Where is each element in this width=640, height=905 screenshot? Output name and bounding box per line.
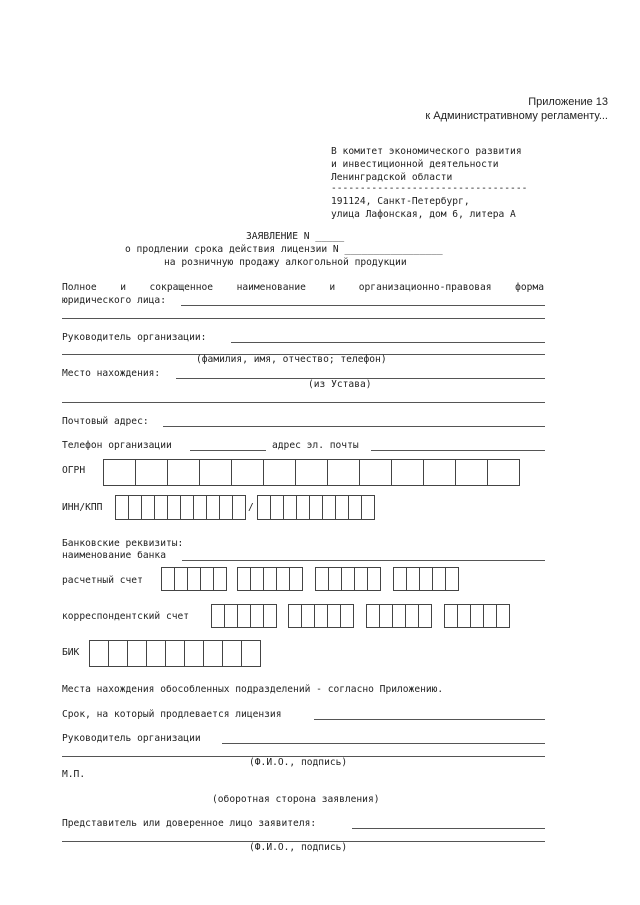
ogrn-cell[interactable]: [423, 459, 456, 486]
kpp-cell[interactable]: [283, 495, 297, 520]
account-label: расчетный счет: [62, 575, 143, 586]
bik-label: БИК: [62, 647, 80, 658]
head2-field[interactable]: [222, 743, 545, 744]
corr-account-cell[interactable]: [327, 604, 341, 628]
addressee-line-5: улица Лафонская, дом 6, литера А: [331, 209, 516, 220]
addressee-line-2: и инвестиционной деятельности: [331, 159, 499, 170]
email-field[interactable]: [371, 450, 545, 451]
ogrn-cell[interactable]: [487, 459, 520, 486]
kpp-cell[interactable]: [296, 495, 310, 520]
account-cell[interactable]: [432, 567, 446, 591]
corr-account-cell[interactable]: [405, 604, 419, 628]
corr-account-cell[interactable]: [237, 604, 251, 628]
reverse-side-label: (оборотная сторона заявления): [212, 794, 380, 805]
account-cell[interactable]: [276, 567, 290, 591]
inn-cell[interactable]: [154, 495, 168, 520]
ogrn-cell[interactable]: [135, 459, 168, 486]
corr-account-cell[interactable]: [496, 604, 510, 628]
phone-label: Телефон организации: [62, 440, 172, 451]
kpp-cell[interactable]: [309, 495, 323, 520]
location-label: Место нахождения:: [62, 368, 161, 379]
bik-cell[interactable]: [89, 640, 109, 667]
corr-account-cell[interactable]: [340, 604, 354, 628]
bank-name-label: наименование банка: [62, 550, 166, 561]
location-field-2[interactable]: [62, 402, 545, 403]
corr-account-cell[interactable]: [418, 604, 432, 628]
ogrn-cell[interactable]: [391, 459, 424, 486]
signature-hint: (Ф.И.О., подпись): [249, 757, 348, 768]
account-cell[interactable]: [289, 567, 303, 591]
branches-text: Места нахождения обособленных подразделений - согласно Приложению.: [62, 684, 444, 695]
inn-cell[interactable]: [232, 495, 246, 520]
account-cell[interactable]: [419, 567, 433, 591]
postal-field[interactable]: [163, 426, 545, 427]
account-cell[interactable]: [406, 567, 420, 591]
account-cell[interactable]: [174, 567, 188, 591]
addressee-line-3: Ленинградской области: [331, 172, 453, 183]
corr-account-label: корреспондентский счет: [62, 611, 190, 622]
head-hint: (фамилия, имя, отчество; телефон): [196, 354, 387, 365]
corr-account-cell[interactable]: [457, 604, 471, 628]
corr-account-cell[interactable]: [392, 604, 406, 628]
head2-label: Руководитель организации: [62, 733, 201, 744]
inn-cell[interactable]: [206, 495, 220, 520]
ogrn-cell[interactable]: [359, 459, 392, 486]
bik-cell[interactable]: [127, 640, 147, 667]
corr-account-cell[interactable]: [470, 604, 484, 628]
document-title: ЗАЯВЛЕНИЕ N _____: [246, 231, 345, 242]
document-subtitle-1: о продлении срока действия лицензии N _________________: [125, 244, 443, 255]
bik-cell[interactable]: [146, 640, 166, 667]
account-cell[interactable]: [315, 567, 329, 591]
inn-cell[interactable]: [128, 495, 142, 520]
full-name-field-2[interactable]: [62, 318, 545, 319]
bik-cell[interactable]: [108, 640, 128, 667]
representative-field[interactable]: [352, 828, 545, 829]
inn-cell[interactable]: [141, 495, 155, 520]
inn-cell[interactable]: [219, 495, 233, 520]
term-label: Срок, на который продлевается лицензия: [62, 709, 282, 720]
account-cell[interactable]: [263, 567, 277, 591]
corr-account-cell[interactable]: [288, 604, 302, 628]
location-hint: (из Устава): [308, 379, 372, 390]
corr-account-cell[interactable]: [263, 604, 277, 628]
kpp-cell[interactable]: [257, 495, 271, 520]
phone-field[interactable]: [190, 450, 266, 451]
full-name-field[interactable]: [181, 305, 545, 306]
ogrn-cell[interactable]: [199, 459, 232, 486]
appendix-number: Приложение 13: [528, 96, 608, 108]
account-cell[interactable]: [161, 567, 175, 591]
account-cell[interactable]: [250, 567, 264, 591]
corr-account-cell[interactable]: [379, 604, 393, 628]
ogrn-label: ОГРН: [62, 465, 86, 476]
inn-cell[interactable]: [180, 495, 194, 520]
addressee-line-1: В комитет экономического развития: [331, 146, 522, 157]
addressee-separator: ----------------------------------: [331, 183, 528, 194]
inn-kpp-separator: /: [248, 502, 254, 513]
account-cell[interactable]: [237, 567, 251, 591]
ogrn-cell[interactable]: [263, 459, 296, 486]
signature-hint-2: (Ф.И.О., подпись): [249, 842, 348, 853]
account-cell[interactable]: [367, 567, 381, 591]
corr-account-cell[interactable]: [444, 604, 458, 628]
full-name-label-2: юридического лица:: [62, 295, 166, 306]
bik-cell[interactable]: [222, 640, 242, 667]
head-label: Руководитель организации:: [62, 332, 207, 343]
account-cell[interactable]: [341, 567, 355, 591]
kpp-cell[interactable]: [335, 495, 349, 520]
bank-header: Банковские реквизиты:: [62, 538, 184, 549]
kpp-cell[interactable]: [270, 495, 284, 520]
corr-account-cell[interactable]: [314, 604, 328, 628]
account-cell[interactable]: [200, 567, 214, 591]
kpp-cell[interactable]: [322, 495, 336, 520]
inn-cell[interactable]: [167, 495, 181, 520]
email-label: адрес эл. почты: [272, 440, 359, 451]
account-cell[interactable]: [213, 567, 227, 591]
appendix-reference: к Административному регламенту...: [425, 110, 608, 122]
document-subtitle-2: на розничную продажу алкогольной продукции: [164, 257, 407, 268]
ogrn-cell[interactable]: [103, 459, 136, 486]
corr-account-cell[interactable]: [250, 604, 264, 628]
corr-account-cell[interactable]: [211, 604, 225, 628]
ogrn-cell[interactable]: [231, 459, 264, 486]
bik-cell[interactable]: [165, 640, 185, 667]
account-cell[interactable]: [393, 567, 407, 591]
account-cell[interactable]: [354, 567, 368, 591]
inn-cell[interactable]: [115, 495, 129, 520]
stamp-label: М.П.: [62, 769, 86, 780]
ogrn-cell[interactable]: [327, 459, 360, 486]
postal-label: Почтовый адрес:: [62, 416, 149, 427]
corr-account-cell[interactable]: [224, 604, 238, 628]
account-cell[interactable]: [328, 567, 342, 591]
kpp-cell[interactable]: [348, 495, 362, 520]
ogrn-cell[interactable]: [167, 459, 200, 486]
bik-cell[interactable]: [184, 640, 204, 667]
ogrn-cell[interactable]: [295, 459, 328, 486]
bank-name-field[interactable]: [182, 560, 545, 561]
account-cell[interactable]: [187, 567, 201, 591]
inn-cell[interactable]: [193, 495, 207, 520]
representative-label: Представитель или доверенное лицо заявителя:: [62, 818, 317, 829]
account-cell[interactable]: [445, 567, 459, 591]
bik-cell[interactable]: [241, 640, 261, 667]
addressee-line-4: 191124, Санкт-Петербург,: [331, 196, 470, 207]
full-name-label: Полное и сокращенное наименование и организационно-правовая форма: [62, 282, 544, 293]
term-field[interactable]: [314, 719, 545, 720]
corr-account-cell[interactable]: [366, 604, 380, 628]
bik-cell[interactable]: [203, 640, 223, 667]
inn-kpp-label: ИНН/КПП: [62, 502, 103, 513]
corr-account-cell[interactable]: [483, 604, 497, 628]
kpp-cell[interactable]: [361, 495, 375, 520]
corr-account-cell[interactable]: [301, 604, 315, 628]
head-field[interactable]: [231, 342, 545, 343]
ogrn-cell[interactable]: [455, 459, 488, 486]
